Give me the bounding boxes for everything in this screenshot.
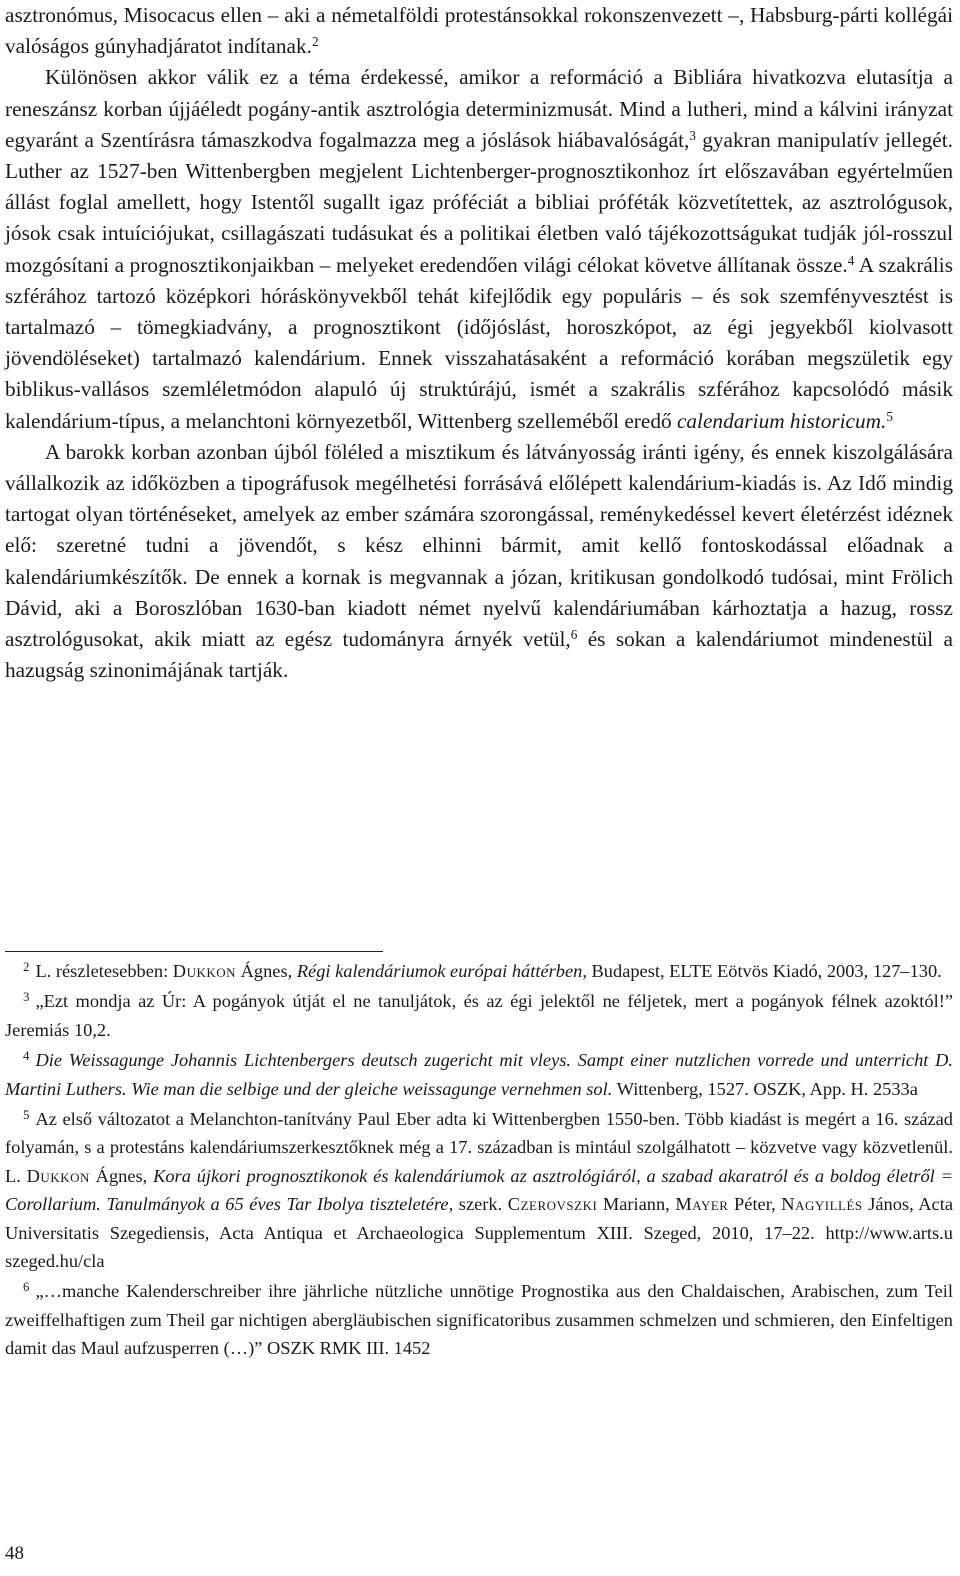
footnote-text: szerk. (453, 1194, 508, 1215)
paragraph-text: A barokk korban azonban újból föléled a misztikum és látványosság iránti igény, és ennek kiszolgálására vállalkozik az időközben a tipográfusok megélhetési forrásává előlépett kalendárium-kiadás is. Az Idő mindig tartogat olyan történéseket, amelyek az ember számára szorongással, reménykedéssel kevert életérzést idéznek elő: szeretné tudni a jövendőt, s kész elhinni bármit, amit kellő fontoskodással előadnak a kalendáriumkészítők. De ennek a kornak is megvannak a józan, kritikusan gondolkodó tudósai, mint Frölich Dávid, aki a Boroszlóban 1630-ban kiadott német nyelvű kalendáriumában kárhoztatja a hazug, rossz asztrológusokat, akik miatt az egész tudományra árnyék vetül, (5, 439, 953, 652)
paragraph-1 (5, 0, 953, 62)
paragraph-text: gyakran manipulatív jellegét. Luther az 1527-ben Wittenbergben megjelent Lichtenberger-prognosztikonhoz írt előszavában egyértelműen állást foglal amellett, hogy Istentől sugallt igaz próféciát a bibliai próféták közvetítettek, az asztrológusok, jósok csak intuíciójukat, csillagászati tudásukat és a politikai életben való tájékozottságukat tudják jól-rosszul mozgósítani a prognosztikonjaikban – melyeket eredendően világi célokat követve állítanak össze. (5, 127, 953, 277)
author-name: Mayer (675, 1194, 729, 1215)
book-title: Die Weissagunge Johannis Lichtenbergers deutsch zugericht mit vleys. Sampt einer nutzlichen vorrede und unterricht D. Martini Luthers. Wie man die selbige und der gleiche weissagunge vernehmen sol. (5, 1050, 953, 1099)
author-name: Dukkon (26, 1165, 90, 1186)
page-body (5, 0, 953, 686)
footnote-text: Az első változatot a Melanchton-tanítvány Paul Eber adta ki Wittenbergben 1550-ben. Több kiadást is megért a 16. század folyamán, s a protestáns kalendáriumszerkesztőknek még a 17. században is mintául szolgálhatott – közvetve vagy közvetlenül. L. (5, 1109, 953, 1186)
footnote-number: 3 (23, 989, 30, 1004)
footnote-3 (5, 987, 953, 1044)
footnote-number: 2 (23, 959, 30, 974)
author-name: Czerovszki (507, 1194, 598, 1215)
footnote-ref-2[interactable]: 2 (311, 33, 319, 49)
book-title: Régi kalendáriumok európai háttérben, (296, 961, 587, 981)
author-name: Nagyillés (781, 1194, 863, 1215)
italic-term: calendarium historicum. (676, 408, 887, 433)
paragraph-3 (5, 437, 953, 687)
paragraph-text: és sokan a kalendáriumot mindenestül a hazugság szinonimájának tartják. (5, 627, 953, 683)
footnote-ref-4[interactable]: 4 (847, 252, 855, 268)
footnote-text: Ágnes, (89, 1165, 154, 1186)
footnote-ref-3[interactable]: 3 (689, 127, 696, 143)
book-title: Kora újkori prognosztikonok és kalendáriumok az asztrológiáról, a szabad akaratról és a boldog életről = Corollarium. Tanulmányok a 65 éves Tar Ibolya tiszteletére, (5, 1165, 953, 1215)
paragraph-text: A szakrális szférához tartozó középkori hóráskönyvekből tehát kifejlődik egy populáris – és sok szemfényvesztést is tartalmazó – tömegkiadvány, a prognosztikont (időjóslást, horoszkópot, az égi jegyekből kiolvasott jövendöléseket) tartalmazó kalendárium. Ennek visszahatásaként a reformáció korában megszületik egy biblikus-vallásos szemléletmódon alapuló új struktúrájú, ismét a szakrális szférához kapcsolódó másik kalendárium-típus, a melanchtoni környezetből, Wittenberg szelleméből eredő (5, 252, 953, 433)
footnote-number: 4 (23, 1048, 30, 1063)
footnote-divider (5, 951, 383, 952)
footnote-text: „…manche Kalenderschreiber ihre jährliche nützliche unnötige Prognostika aus den Chaldaischen, Arabischen, zum Teil zweiffelhaftigen zum Theil gar nichtigen abergläubischen significatoribus zusammen schmelzen und schmieren, den Einfeltigen damit das Maul aufzusperren (…)” OSZK RMK III. 1452 (5, 1281, 953, 1359)
footnote-text: Wittenberg, 1527. OSZK, App. H. 2533a (612, 1078, 918, 1099)
footnote-ref-6[interactable]: 6 (570, 626, 578, 642)
footnote-text: Ágnes, (236, 961, 297, 981)
paragraph-text: Különösen akkor válik ez a téma érdekessé, amikor a reformáció a Bibliára hivatkozva elutasítja a reneszánsz korban újjáéledt pogány-antik asztrológia determinizmusát. Mind a lutheri, mind a kálvini irányzat egyaránt a Szentírásra támaszkodva fogalmazza meg a jóslások hiábavalóságát, (5, 65, 953, 152)
page-number: 48 (5, 1543, 24, 1564)
footnote-text: Péter, (728, 1194, 782, 1215)
footnotes (5, 957, 953, 1365)
footnote-4 (5, 1046, 953, 1103)
footnote-text: „Ezt mondja az Úr: A pogányok útját el ne tanuljátok, és az égi jelektől ne féljetek, mert a pogányok félnek azoktól!” Jeremiás 10,2. (5, 991, 953, 1040)
footnote-text: Budapest, ELTE Eötvös Kiadó, 2003, 127–130. (586, 961, 942, 981)
footnote-ref-5[interactable]: 5 (886, 408, 893, 424)
paragraph-2 (5, 62, 953, 436)
footnote-6 (5, 1277, 953, 1362)
footnote-text: Mariann, (597, 1194, 676, 1215)
footnote-2 (5, 957, 953, 985)
footnote-5 (5, 1105, 953, 1275)
footnote-text: János, Acta Universitatis Szegediensis, Acta Antiqua et Archaeologica Supplementum XIII. Szeged, 2010, 17–22. http://www.arts.u szeged.hu/cla (5, 1194, 953, 1272)
paragraph-text: asztronómus, Misocacus ellen – aki a németalföldi protestánsokkal rokonszenvezett –, Habsburg-párti kollégái valóságos gúnyhadjáratot indítanak. (5, 3, 953, 59)
footnote-number: 5 (23, 1107, 30, 1122)
main-text (5, 0, 953, 686)
footnote-number: 6 (23, 1280, 30, 1295)
footnote-text: L. részletesebben: (35, 961, 173, 981)
author-name: Dukkon (172, 961, 237, 981)
